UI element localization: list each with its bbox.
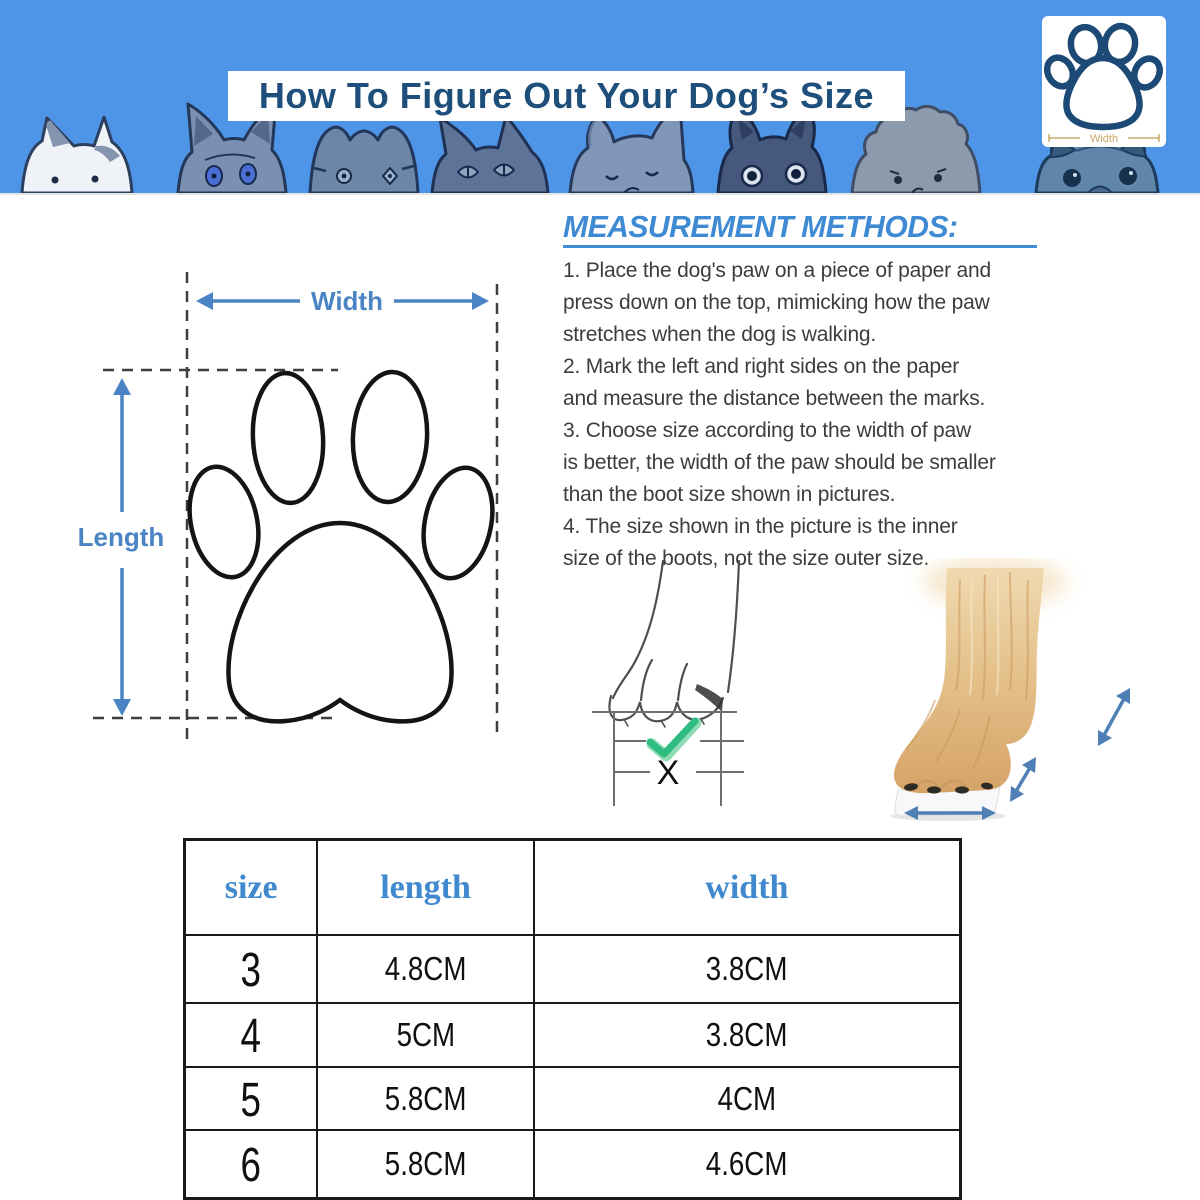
- header-band: [0, 0, 1200, 195]
- length-value: 5.8CM: [384, 1079, 467, 1117]
- page-title: How To Figure Out Your Dog’s Size: [258, 75, 875, 116]
- length-value: 4.8CM: [384, 950, 467, 987]
- paw-shadow: [695, 684, 723, 712]
- size-value: 6: [240, 1136, 262, 1192]
- method-line: size of the boots, not the size outer size.: [563, 547, 930, 570]
- method-line: is better, the width of the paw should be smaller: [563, 451, 996, 474]
- method-line: 1. Place the dog's paw on a piece of paper and: [563, 259, 991, 282]
- method-line: 3. Choose size according to the width of paw: [563, 419, 971, 442]
- width-label: Width: [311, 286, 383, 316]
- width-value: 3.8CM: [706, 1016, 788, 1053]
- length-value: 5CM: [396, 1016, 455, 1053]
- paw-logo-box: [1042, 16, 1166, 147]
- width-value: 4.6CM: [706, 1145, 788, 1182]
- length-value: 5.8CM: [384, 1145, 467, 1182]
- logo-width-label: Width: [1089, 133, 1119, 145]
- dog-leg-photo: [880, 558, 1200, 840]
- paw-outline: [180, 370, 502, 721]
- method-line: and measure the distance between the marks.: [563, 387, 986, 410]
- methods-instructions: [563, 255, 1033, 575]
- table-row: [185, 1003, 961, 1067]
- length-label: Length: [77, 522, 165, 552]
- size-value: 3: [240, 941, 262, 997]
- width-value: 3.8CM: [706, 950, 788, 987]
- title-banner: [228, 71, 905, 121]
- table-header-row: [185, 840, 961, 936]
- table-row: [185, 935, 961, 1003]
- method-line: press down on the top, mimicking how the paw: [563, 291, 990, 314]
- table-row: [185, 1067, 961, 1130]
- furry-dog-leg: [894, 568, 1044, 794]
- size-value: 4: [240, 1007, 262, 1063]
- methods-underline: [563, 245, 1037, 248]
- size-value: 5: [240, 1071, 262, 1126]
- methods-title: MEASUREMENT METHODS:: [563, 209, 958, 244]
- paw-measure-sketch: [585, 560, 860, 835]
- method-line: 4. The size shown in the picture is the inner: [563, 515, 958, 538]
- method-line: stretches when the dog is walking.: [563, 323, 877, 346]
- col-header-length: length: [317, 840, 533, 936]
- size-table: [183, 838, 962, 1200]
- table-row: [185, 1130, 961, 1199]
- round-cat-face-icon: [310, 127, 418, 193]
- paw-width-logo-icon: [1042, 16, 1166, 147]
- x-mark: X: [656, 754, 680, 792]
- french-bulldog-face-icon: [718, 109, 826, 193]
- col-header-width: width: [534, 840, 961, 936]
- method-line: 2. Mark the left and right sides on the paper: [563, 355, 960, 378]
- white-cat-face-icon: [22, 117, 132, 193]
- spiky-cat-face-icon: [432, 116, 548, 193]
- width-value: 4CM: [717, 1079, 777, 1117]
- method-line: than the boot size shown in pictures.: [563, 483, 896, 506]
- col-header-size: size: [185, 840, 318, 936]
- paw-measurement-diagram: [60, 255, 540, 747]
